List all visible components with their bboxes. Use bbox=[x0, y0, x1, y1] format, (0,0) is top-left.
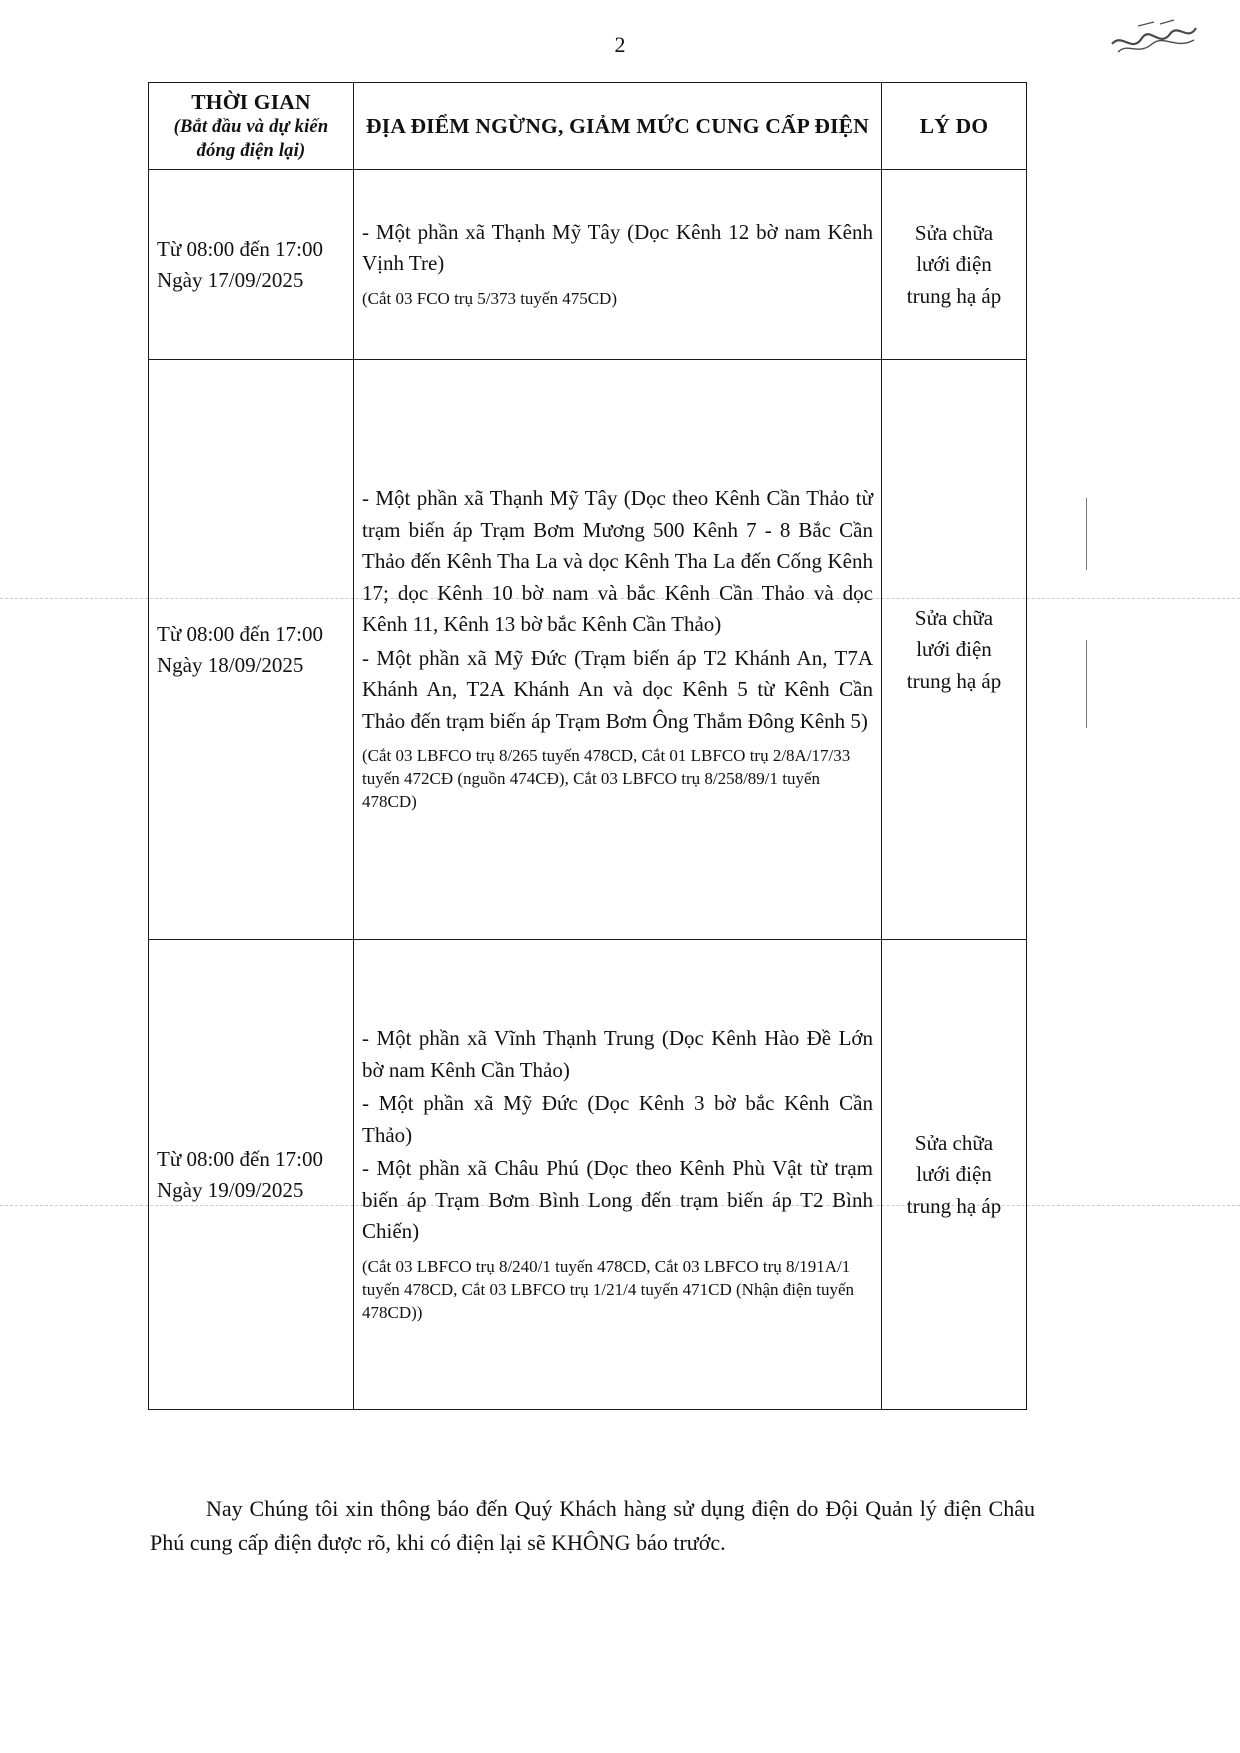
reason-line: Sửa chữa bbox=[914, 605, 994, 630]
reason-line: trung hạ áp bbox=[906, 668, 1002, 693]
table-row bbox=[149, 170, 1027, 360]
outage-schedule-table bbox=[148, 82, 1027, 1410]
reason-line: Sửa chữa bbox=[914, 1130, 994, 1155]
location-item: - Một phần xã Thạnh Mỹ Tây (Dọc theo Kênh Cần Thảo từ trạm biến áp Trạm Bơm Mương 500 Kênh 7 - 8 Bắc Cần Thảo đến Kênh Tha La và dọc Kênh Tha La đến Cống Kênh 17; dọc Kênh 10 bờ nam và bắc Kênh Cần Thảo và dọc Kênh 11, Kênh 13 bờ bắc Kênh Cần Thảo) bbox=[362, 486, 873, 637]
cell-time bbox=[149, 170, 354, 360]
time-date: Ngày 18/09/2025 bbox=[157, 652, 304, 677]
reason-line: trung hạ áp bbox=[906, 283, 1002, 308]
location-item: - Một phần xã Vĩnh Thạnh Trung (Dọc Kênh Hào Đề Lớn bờ nam Kênh Cần Thảo) bbox=[362, 1026, 873, 1082]
column-header-time bbox=[149, 83, 354, 170]
cell-time bbox=[149, 360, 354, 940]
reason-line: trung hạ áp bbox=[906, 1193, 1002, 1218]
cell-location bbox=[354, 940, 882, 1410]
time-range: Từ 08:00 đến 17:00 bbox=[157, 1147, 323, 1172]
location-item: - Một phần xã Thạnh Mỹ Tây (Dọc Kênh 12 bờ nam Kênh Vịnh Tre) bbox=[362, 219, 873, 276]
reason-line: lưới điện bbox=[916, 637, 992, 662]
column-header-reason: LÝ DO bbox=[882, 83, 1027, 170]
table-row bbox=[149, 940, 1027, 1410]
location-note: (Cắt 03 LBFCO trụ 8/240/1 tuyến 478CD, Cắt 03 LBFCO trụ 8/191A/1 tuyến 478CD, Cắt 03 LBFCO trụ 1/21/4 tuyến 471CD (Nhận điện tuyến 478CD)) bbox=[362, 1256, 855, 1322]
cell-location bbox=[354, 360, 882, 940]
reason-line: Sửa chữa bbox=[914, 220, 994, 245]
signature-scribble-icon bbox=[1108, 14, 1198, 60]
location-note: (Cắt 03 LBFCO trụ 8/265 tuyến 478CD, Cắt 01 LBFCO trụ 2/8A/17/33 tuyến 472CĐ (nguồn 474CĐ), Cắt 03 LBFCO trụ 8/258/89/1 tuyến 478CD) bbox=[362, 746, 851, 812]
time-range: Từ 08:00 đến 17:00 bbox=[157, 622, 323, 647]
closing-paragraph: Nay Chúng tôi xin thông báo đến Quý Khách hàng sử dụng điện do Đội Quản lý điện Châu Phú cung cấp điện được rõ, khi có điện lại sẽ KHÔNG báo trước. bbox=[150, 1496, 1035, 1556]
table-row bbox=[149, 360, 1027, 940]
column-header-time-sub: (Bắt đầu và dự kiến đóng điện lại) bbox=[173, 117, 329, 162]
location-item: - Một phần xã Châu Phú (Dọc theo Kênh Phù Vật từ trạm biến áp Trạm Bơm Bình Long đến trạm biến áp T2 Bình Chiến) bbox=[362, 1156, 873, 1244]
location-item: - Một phần xã Mỹ Đức (Dọc Kênh 3 bờ bắc Kênh Cần Thảo) bbox=[362, 1091, 873, 1147]
location-note: (Cắt 03 FCO trụ 5/373 tuyến 475CD) bbox=[362, 288, 617, 308]
time-date: Ngày 19/09/2025 bbox=[157, 1177, 304, 1202]
location-item: - Một phần xã Mỹ Đức (Trạm biến áp T2 Khánh An, T7A Khánh An, T2A Khánh An và dọc Kênh 5 từ Kênh Cần Thảo đến trạm biến áp Trạm Bơm Ông Thắm Đông Kênh 5) bbox=[362, 645, 873, 733]
cell-reason bbox=[882, 940, 1027, 1410]
cell-time bbox=[149, 940, 354, 1410]
page-number: 2 bbox=[614, 32, 626, 57]
time-range: Từ 08:00 đến 17:00 bbox=[157, 237, 323, 262]
cell-location bbox=[354, 170, 882, 360]
table-header-row bbox=[149, 83, 1027, 170]
pen-mark bbox=[1086, 640, 1087, 728]
time-date: Ngày 17/09/2025 bbox=[157, 267, 304, 292]
outage-schedule-table-container bbox=[148, 82, 1026, 1410]
cell-reason bbox=[882, 170, 1027, 360]
reason-line: lưới điện bbox=[916, 1162, 992, 1187]
column-header-time-main: THỜI GIAN bbox=[191, 90, 311, 114]
reason-line: lưới điện bbox=[916, 252, 992, 277]
pen-mark bbox=[1086, 498, 1087, 570]
cell-reason bbox=[882, 360, 1027, 940]
column-header-location: ĐỊA ĐIỂM NGỪNG, GIẢM MỨC CUNG CẤP ĐIỆN bbox=[354, 83, 882, 170]
